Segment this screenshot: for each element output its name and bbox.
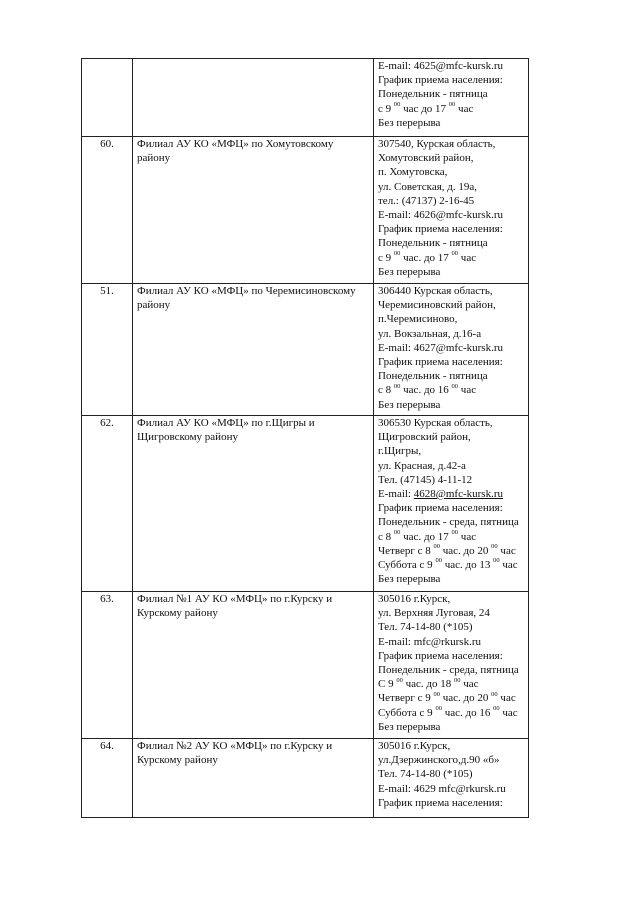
info-text: ул. Вокзальная, д.16-а: [378, 327, 482, 340]
info-line: [378, 208, 524, 222]
info-text: Четверг с 8: [378, 544, 434, 557]
info-text: час: [458, 251, 477, 264]
info-line: [378, 501, 524, 515]
info-text: Суббота с 9: [378, 706, 436, 719]
info-text: Без перерыва: [378, 573, 441, 586]
time-superscript: 00: [396, 676, 403, 684]
info-text: Тел. (47145) 4-11-12: [378, 473, 473, 486]
time-superscript: 00: [435, 557, 442, 565]
info-text: 306440 Курская область,: [378, 285, 493, 297]
info-text: час: [458, 384, 477, 397]
time-superscript: 00: [491, 690, 498, 698]
info-line: [378, 530, 524, 544]
info-line: [378, 739, 524, 753]
time-superscript: 00: [493, 557, 500, 565]
info-text: час: [455, 102, 474, 115]
info-line: [378, 649, 524, 663]
info-text: п. Хомутовска,: [378, 166, 448, 179]
info-line: [378, 284, 524, 298]
info-line: [378, 151, 524, 165]
info-text: 307540, Курская область,: [378, 138, 496, 150]
info-line: [378, 606, 524, 620]
info-line: [378, 312, 524, 326]
info-line: [378, 487, 524, 501]
info-text: г.Щигры,: [378, 445, 422, 458]
info-text: с 8: [378, 384, 394, 397]
info-text: E-mail: 4625@mfc-kursk.ru: [378, 60, 503, 72]
table-row: [82, 284, 529, 416]
info-text: час. до 16: [441, 706, 494, 719]
branch-table: [81, 58, 529, 818]
info-line: [378, 222, 524, 236]
info-text: E-mail: mfc@rkursk.ru: [378, 635, 481, 648]
info-text: Без перерыва: [378, 265, 441, 278]
info-text: ул.Дзержинского,д.90 «б»: [378, 754, 500, 767]
info-text: час: [499, 706, 518, 719]
info-text: 305016 г.Курск,: [378, 740, 451, 752]
time-superscript: 00: [493, 704, 500, 712]
info-line: [378, 398, 524, 412]
info-line: [378, 341, 524, 355]
info-text: с 9: [378, 251, 394, 264]
info-text: Тел. 74-14-80 (*105): [378, 768, 473, 781]
info-line: [378, 663, 524, 677]
info-line: [378, 677, 524, 691]
table-row: [82, 739, 529, 818]
time-superscript: 00: [393, 528, 401, 536]
info-text: 305016 г.Курск,: [378, 593, 451, 605]
info-text: час. до 16: [400, 384, 452, 397]
info-text: Без перерыва: [378, 116, 441, 129]
info-text: час. до 13: [441, 559, 494, 572]
info-text: час: [499, 559, 518, 572]
info-text: час: [458, 530, 477, 543]
info-text: Без перерыва: [378, 720, 441, 733]
info-text: час: [497, 544, 516, 557]
table-row: [82, 137, 529, 284]
info-line: [378, 753, 524, 767]
time-superscript: 00: [491, 543, 498, 551]
info-text: час: [497, 692, 516, 705]
info-text: час: [460, 678, 479, 691]
table-row: [82, 592, 529, 739]
info-text: час. до 17: [400, 530, 452, 543]
info-text: час до 17: [400, 102, 449, 115]
info-text: Понедельник - пятница: [378, 88, 488, 101]
info-text: Понедельник - пятница: [378, 237, 488, 250]
info-text: E-mail: 4629 mfc@rkursk.ru: [378, 782, 506, 795]
time-superscript: 00: [454, 676, 461, 684]
info-text: График приема населения:: [378, 223, 503, 236]
info-text: График приема населения:: [378, 74, 503, 87]
info-line: [378, 180, 524, 194]
info-line: [378, 369, 524, 383]
info-text: ул. Верхняя Луговая, 24: [378, 607, 490, 620]
info-line: [378, 592, 524, 606]
time-superscript: 00: [435, 704, 442, 712]
info-text: Суббота с 9: [378, 559, 436, 572]
info-line: [378, 73, 524, 87]
branch-info: [374, 416, 529, 592]
info-line: [378, 620, 524, 634]
branch-info: [374, 592, 529, 739]
row-number: [82, 59, 133, 137]
branch-name: [133, 59, 374, 137]
row-number: 64.: [82, 739, 133, 818]
info-text: ул. Советская, д. 19а,: [378, 180, 478, 193]
info-line: [378, 116, 524, 130]
info-line: [378, 459, 524, 473]
info-line: [378, 558, 524, 572]
branch-name: Филиал АУ КО «МФЦ» по г.Щигры и Щигровскому району: [133, 416, 374, 592]
info-text: График приема населения:: [378, 649, 503, 662]
row-number: 51.: [82, 284, 133, 416]
document-page: [81, 58, 519, 818]
time-superscript: 00: [393, 100, 401, 108]
info-line: [378, 767, 524, 781]
time-superscript: 00: [393, 249, 401, 257]
info-text: Тел. 74-14-80 (*105): [378, 621, 473, 634]
info-line: [378, 444, 524, 458]
branch-info: [374, 137, 529, 284]
info-line: [378, 706, 524, 720]
info-text: E-mail: 4627@mfc-kursk.ru: [378, 341, 503, 354]
info-text: Щигровский район,: [378, 431, 471, 444]
branch-name: Филиал №1 АУ КО «МФЦ» по г.Курску и Курскому району: [133, 592, 374, 739]
time-superscript: 00: [451, 528, 459, 536]
info-text: тел.: (47137) 2-16-45: [378, 194, 475, 207]
info-line: [378, 796, 524, 810]
info-line: [378, 383, 524, 397]
info-text: Понедельник - пятница: [378, 370, 488, 383]
info-line: [378, 416, 524, 430]
info-text: График приема населения:: [378, 502, 503, 515]
info-text: Хомутовский район,: [378, 152, 474, 165]
row-number: 62.: [82, 416, 133, 592]
info-line: [378, 782, 524, 796]
info-line: [378, 298, 524, 312]
info-text: с 8: [378, 530, 394, 543]
row-number: 60.: [82, 137, 133, 284]
info-text: п.Черемисиново,: [378, 313, 458, 326]
info-line: [378, 251, 524, 265]
info-text: с 9: [378, 102, 394, 115]
time-superscript: 00: [433, 690, 440, 698]
info-line: [378, 515, 524, 529]
info-text: час. до 17: [400, 251, 452, 264]
info-text: Четверг с 9: [378, 692, 434, 705]
info-line: [378, 236, 524, 250]
info-line: [378, 87, 524, 101]
info-text: час. до 20: [440, 692, 492, 705]
info-line: [378, 265, 524, 279]
info-line: [378, 691, 524, 705]
branch-info: [374, 59, 529, 137]
info-line: [378, 194, 524, 208]
info-line: [378, 635, 524, 649]
info-text: час. до 20: [440, 544, 492, 557]
info-text: 306530 Курская область,: [378, 417, 493, 429]
info-text: График приема населения:: [378, 796, 503, 809]
info-line: [378, 165, 524, 179]
info-text: ул. Красная, д.42-а: [378, 459, 466, 472]
info-line: [378, 572, 524, 586]
time-superscript: 00: [393, 382, 401, 390]
time-superscript: 00: [451, 249, 459, 257]
info-text: Без перерыва: [378, 398, 441, 411]
info-text: График приема населения:: [378, 356, 503, 369]
row-number: 63.: [82, 592, 133, 739]
time-superscript: 00: [451, 382, 459, 390]
time-superscript: 00: [433, 543, 440, 551]
info-line: [378, 720, 524, 734]
branch-info: [374, 739, 529, 818]
info-text: 4628@mfc-kursk.ru: [413, 488, 504, 501]
table-row: [82, 59, 529, 137]
info-text: Понедельник - среда, пятница: [378, 516, 519, 529]
info-text: E-mail:: [378, 488, 414, 501]
branch-name: Филиал АУ КО «МФЦ» по Хомутовскому району: [133, 137, 374, 284]
info-line: [378, 544, 524, 558]
info-text: Черемисиновский район,: [378, 299, 496, 312]
info-text: С 9: [378, 678, 397, 691]
branch-name: Филиал АУ КО «МФЦ» по Черемисиновскому району: [133, 284, 374, 416]
time-superscript: 00: [448, 100, 456, 108]
info-line: [378, 355, 524, 369]
info-line: [378, 430, 524, 444]
info-text: Понедельник - среда, пятница: [378, 664, 519, 677]
info-line: [378, 473, 524, 487]
table-row: [82, 416, 529, 592]
info-text: E-mail: 4626@mfc-kursk.ru: [378, 209, 503, 222]
info-text: час. до 18: [402, 678, 454, 691]
info-line: [378, 327, 524, 341]
info-line: [378, 102, 524, 116]
branch-info: [374, 284, 529, 416]
info-line: [378, 137, 524, 151]
info-line: [378, 59, 524, 73]
branch-name: Филиал №2 АУ КО «МФЦ» по г.Курску и Курскому району: [133, 739, 374, 818]
